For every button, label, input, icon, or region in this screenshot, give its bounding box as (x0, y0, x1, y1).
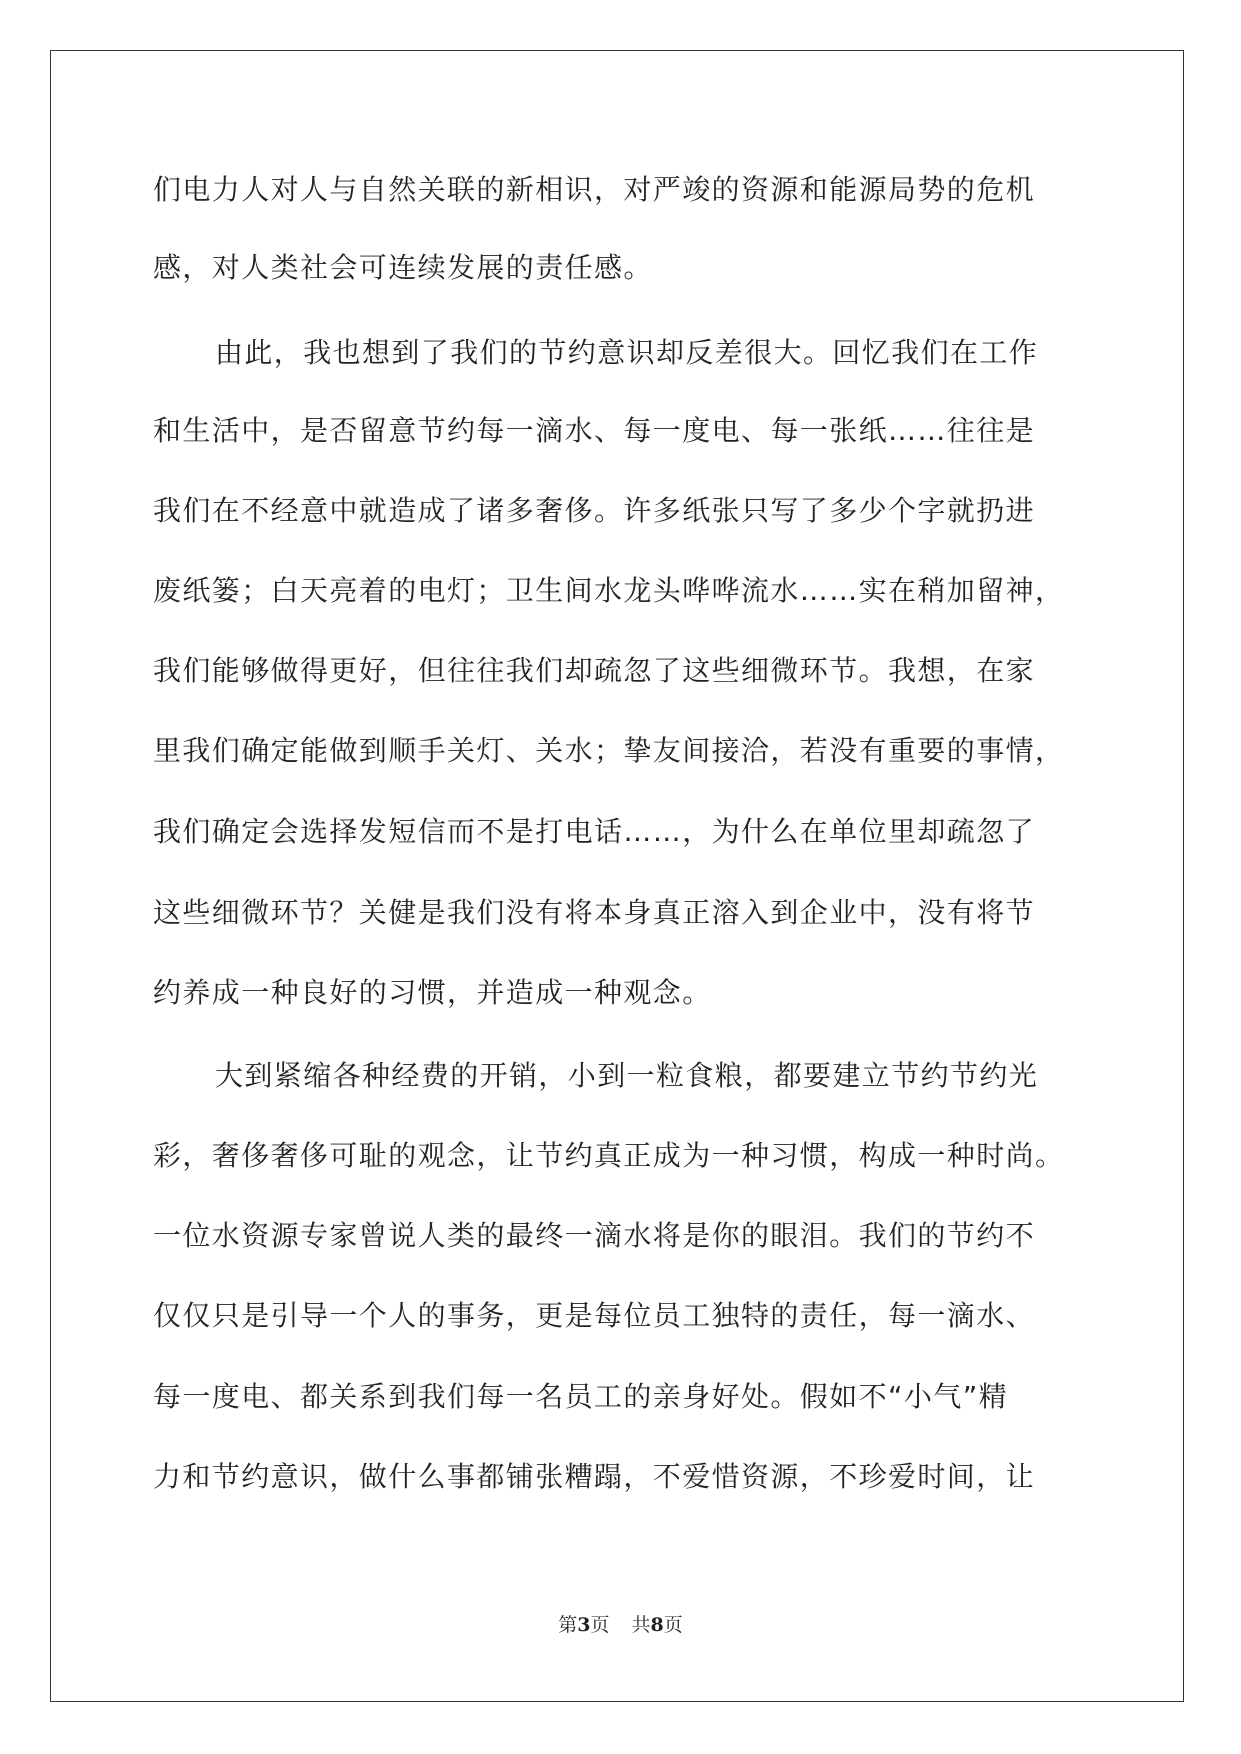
text-line: 们电力人对人与自然关联的新相识，对严竣的资源和能源局势的危机 (153, 173, 1036, 206)
text-line: 这些细微环节？关健是我们没有将本身真正溶入到企业中，没有将节 (153, 896, 1036, 929)
page-number-total: 8 (650, 1614, 664, 1636)
page-number-current: 3 (577, 1614, 591, 1636)
text-line: 我们能够做得更好，但往往我们却疏忽了这些细微环节。我想，在家 (153, 654, 1036, 687)
text-line: 里我们确定能做到顺手关灯、关水；挚友间接洽，若没有重要的事情， (153, 734, 1065, 767)
text-line: 仅仅只是引导一个人的事务，更是每位员工独特的责任，每一滴水、 (153, 1299, 1036, 1332)
page-border (50, 50, 1184, 1702)
paragraph-start-line: 大到紧缩各种经费的开销，小到一粒食粮，都要建立节约节约光 (215, 1059, 1039, 1092)
text-line: 力和节约意识，做什么事都铺张糟蹋，不爱惜资源，不珍爱时间，让 (153, 1460, 1036, 1493)
text-line: 感，对人类社会可连续发展的责任感。 (153, 251, 653, 284)
text-line: 废纸篓；白天亮着的电灯；卫生间水龙头哗哗流水……实在稍加留神， (153, 574, 1065, 607)
text-line: 和生活中，是否留意节约每一滴水、每一度电、每一张纸……往往是 (153, 414, 1036, 447)
page-footer (0, 1610, 1241, 1637)
page-total-prefix: 共 (631, 1614, 651, 1636)
text-line: 彩，奢侈奢侈可耻的观念，让节约真正成为一种习惯，构成一种时尚。 (153, 1139, 1065, 1172)
page-number-suffix: 页 (590, 1614, 610, 1636)
page-total-suffix: 页 (663, 1614, 683, 1636)
text-line: 我们确定会选择发短信而不是打电话……，为什么在单位里却疏忽了 (153, 815, 1036, 848)
paragraph-start-line: 由此，我也想到了我们的节约意识却反差很大。回忆我们在工作 (215, 336, 1039, 369)
text-line: 约养成一种良好的习惯，并造成一种观念。 (153, 976, 712, 1009)
page-number-prefix: 第 (558, 1614, 578, 1636)
text-line: 每一度电、都关系到我们每一名员工的亲身好处。假如不“小气”精 (153, 1380, 1009, 1413)
text-line: 一位水资源专家曾说人类的最终一滴水将是你的眼泪。我们的节约不 (153, 1219, 1036, 1252)
text-line: 我们在不经意中就造成了诸多奢侈。许多纸张只写了多少个字就扔进 (153, 494, 1036, 527)
